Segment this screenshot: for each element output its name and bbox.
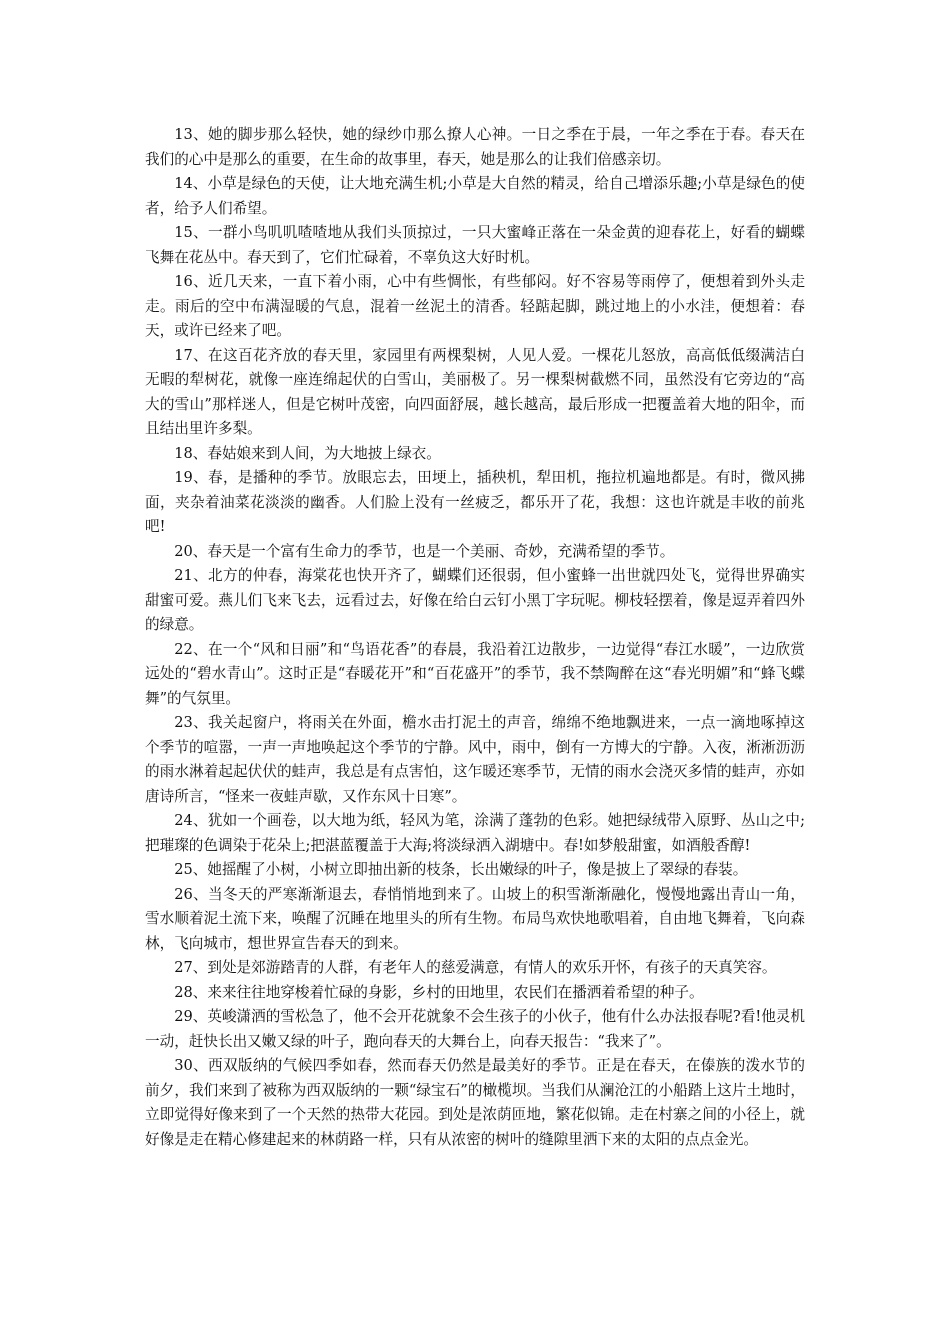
paragraph-21: 21、北方的仲春，海棠花也快开齐了，蝴蝶们还很弱，但小蜜蜂一出世就四处飞，觉得世界确实甜蜜可爱。燕儿们飞来飞去，远看过去，好像在给白云钉小黑丁字玩呢。柳枝轻摆着，像是逗弄着四外的绿意。 <box>145 567 805 633</box>
paragraph-23: 23、我关起窗户，将雨关在外面，檐水击打泥土的声音，绵绵不绝地飘进来，一点一滴地啄掉这个季节的喧嚣，一声一声地唤起这个季节的宁静。风中，雨中，倒有一方博大的宁静。入夜，淅淅沥沥的雨水淋着起起伏伏的蛙声，我总是有点害怕，这乍暖还寒季节，无情的雨水会浇灭多情的蛙声，亦如唐诗所言，“怪来一夜蛙声歇，又作东风十日寒”。 <box>145 714 805 805</box>
paragraph-20: 20、春天是一个富有生命力的季节，也是一个美丽、奇妙，充满希望的季节。 <box>174 542 675 560</box>
paragraph-14: 14、小草是绿色的天使，让大地充满生机;小草是大自然的精灵，给自己增添乐趣;小草是绿色的使者，给予人们希望。 <box>145 175 805 217</box>
paragraph-15: 15、一群小鸟叽叽喳喳地从我们头顶掠过，一只大蜜峰正落在一朵金黄的迎春花上，好看的蝴蝶飞舞在花丛中。春天到了，它们忙碌着，不辜负这大好时机。 <box>145 224 805 266</box>
paragraph-25: 25、她摇醒了小树，小树立即抽出新的枝条，长出嫩绿的叶子，像是披上了翠绿的春装。 <box>174 861 748 878</box>
paragraph-28: 28、来来往往地穿梭着忙碌的身影，乡村的田地里，农民们在播洒着希望的种子。 <box>174 983 704 1001</box>
document-page <box>145 123 805 1152</box>
paragraph-13: 13、她的脚步那么轻快，她的绿纱巾那么撩人心神。一日之季在于晨，一年之季在于春。春天在我们的心中是那么的重要，在生命的故事里，春天，她是那么的让我们倍感亲切。 <box>145 126 805 168</box>
paragraph-17: 17、在这百花齐放的春天里，家园里有两棵梨树，人见人爱。一棵花儿怒放，高高低低缀满洁白无暇的犁树花，就像一座连绵起伏的白雪山，美丽极了。另一棵梨树截燃不同，虽然没有它旁边的“高大的雪山”那样迷人，但是它树叶茂密，向四面舒展，越长越高，最后形成一把覆盖着大地的阳伞，而且结出里许多梨。 <box>145 346 805 437</box>
paragraph-16: 16、近几天来，一直下着小雨，心中有些惆怅，有些郁闷。好不容易等雨停了，便想着到外头走走。雨后的空中布满湿暖的气息，混着一丝泥土的清香。轻踮起脚，跳过地上的小水洼，便想着：春天，或许已经来了吧。 <box>145 273 805 339</box>
paragraph-24: 24、犹如一个画卷，以大地为纸，轻风为笔，涂满了蓬勃的色彩。她把绿绒带入原野、丛山之中;把璀璨的色调染于花朵上;把湛蓝覆盖于大海;将淡绿洒入湖塘中。春!如梦般甜蜜，如酒般香醇! <box>145 812 805 854</box>
paragraph-22: 22、在一个“风和日丽”和“鸟语花香”的春晨，我沿着江边散步，一边觉得“春江水暖”，一边欣赏远处的“碧水青山”。这时正是“春暖花开”和“百花盛开”的季节，我不禁陶醉在这“春光明媚”和“蜂飞蝶舞”的气氛里。 <box>145 640 805 707</box>
paragraph-26: 26、当冬天的严寒渐渐退去，春悄悄地到来了。山坡上的积雪渐渐融化，慢慢地露出青山一角，雪水顺着泥土流下来，唤醒了沉睡在地里头的所有生物。布局鸟欢快地歌唱着，自由地飞舞着，飞向森林，飞向城市，想世界宣告春天的到来。 <box>145 885 805 952</box>
paragraph-19: 19、春，是播种的季节。放眼忘去，田埂上，插秧机，犁田机，拖拉机遍地都是。有时，微风拂面，夹杂着油菜花淡淡的幽香。人们脸上没有一丝疲乏，都乐开了花，我想：这也许就是丰收的前兆吧! <box>145 469 805 535</box>
paragraph-30: 30、西双版纳的气候四季如春，然而春天仍然是最美好的季节。正是在春天，在傣族的泼水节的前夕，我们来到了被称为西双版纳的一颗“绿宝石”的橄榄坝。当我们从澜沧江的小船踏上这片土地时，立即觉得好像来到了一个天然的热带大花园。到处是浓荫匝地，繁花似锦。走在村寨之间的小径上，就好像是走在精心修建起来的林荫路一样，只有从浓密的树叶的缝隙里洒下来的太阳的点点金光。 <box>145 1057 805 1148</box>
paragraph-29: 29、英峻潇洒的雪松急了，他不会开花就象不会生孩子的小伙子，他有什么办法报春呢?看!他灵机一动，赶快长出又嫩又绿的叶子，跑向春天的大舞台上，向春天报告：“我来了”。 <box>145 1008 805 1050</box>
paragraph-18: 18、春姑娘来到人间，为大地披上绿衣。 <box>174 444 441 462</box>
paragraph-27: 27、到处是郊游踏青的人群，有老年人的慈爱满意，有情人的欢乐开怀，有孩子的天真笑容。 <box>174 959 777 976</box>
